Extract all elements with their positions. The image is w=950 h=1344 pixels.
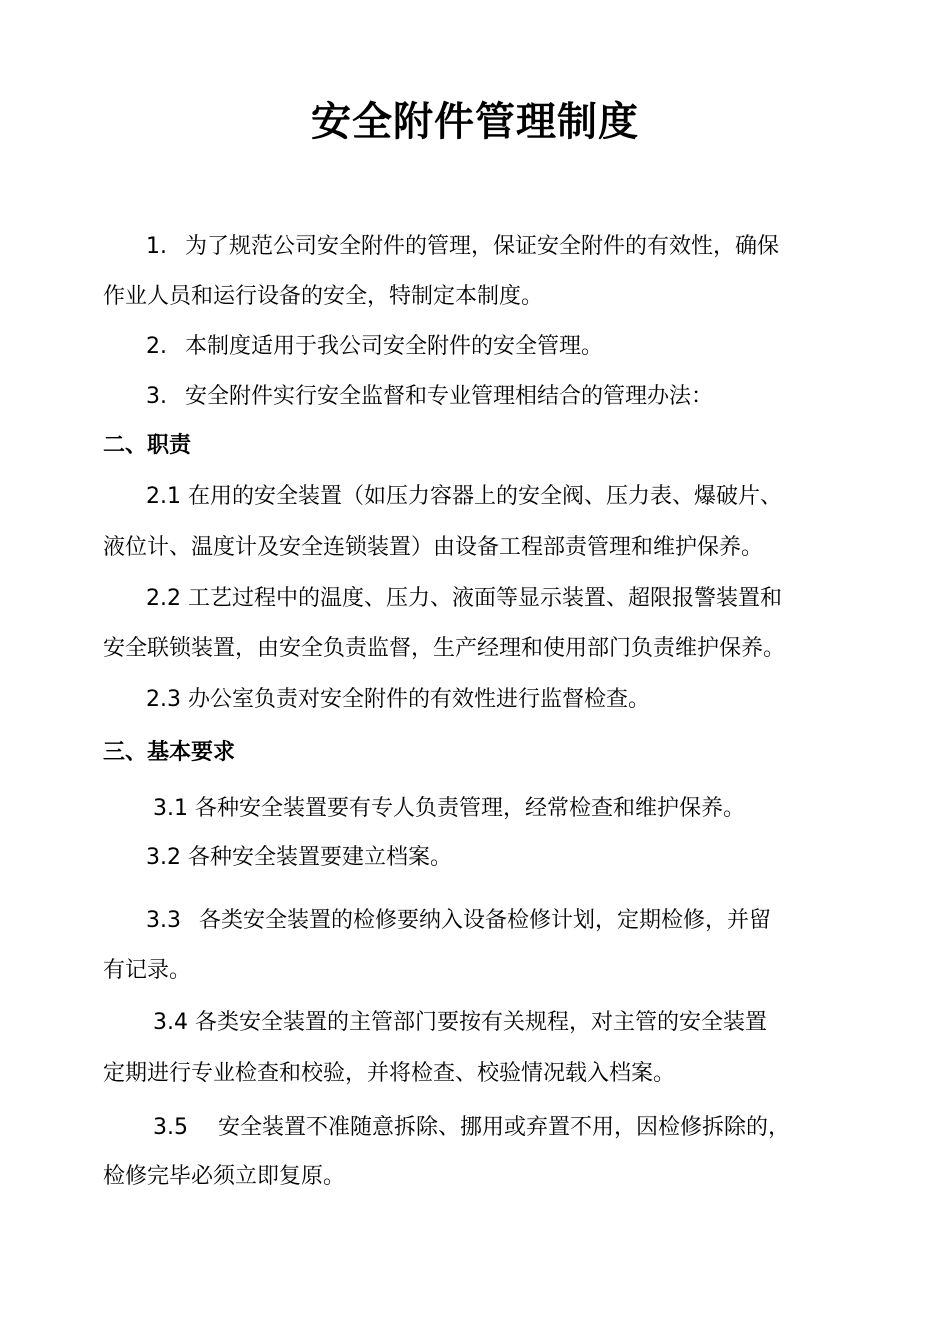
item-1-line-1 [146,232,779,262]
section-3-1-line: 3.1 各种安全装置要有专人负责管理，经常检查和维护保养。 [153,796,745,821]
item-3-number: 3. [146,384,167,409]
section-2-1-line-2: 液位计、温度计及安全连锁装置）由设备工程部责管理和维护保养。 [103,535,764,560]
item-2-number: 2. [146,334,167,359]
section-3-5-line-1 [153,1113,790,1143]
section-2-heading: 二、职责 [103,433,192,458]
item-3-line [146,382,713,412]
section-3-4-line-1: 3.4 各类安全装置的主管部门要按有关规程，对主管的安全装置 [153,1010,767,1035]
section-3-4-line-2: 定期进行专业检查和校验，并将检查、校验情况载入档案。 [103,1061,676,1086]
section-2-2-line-2: 安全联锁装置，由安全负责监督，生产经理和使用部门负责维护保养。 [103,636,786,661]
section-3-3-line-1 [146,906,771,936]
item-1-line-2: 作业人员和运行设备的安全，特制定本制度。 [103,284,544,309]
section-2-3-line-1: 2.3 办公室负责对安全附件的有效性进行监督检查。 [146,687,650,712]
item-3-text: 安全附件实行安全监督和专业管理相结合的管理办法： [185,384,714,409]
section-3-5-text-1: 安全装置不准随意拆除、挪用或弃置不用，因检修拆除的， [218,1115,791,1140]
section-3-5-line-2: 检修完毕必须立即复原。 [103,1164,346,1189]
section-3-5-number: 3.5 [153,1115,188,1140]
section-2-1-line-1: 2.1 在用的安全装置（如压力容器上的安全阀、压力表、爆破片、 [146,484,782,509]
section-3-3-line-2: 有记录。 [103,958,192,983]
section-2-2-line-1: 2.2 工艺过程中的温度、压力、液面等显示装置、超限报警装置和 [146,586,782,611]
section-3-3-number: 3.3 [146,908,181,933]
section-3-3-text-1: 各类安全装置的检修要纳入设备检修计划，定期检修，并留 [199,908,772,933]
item-1-number: 1. [146,234,167,259]
item-1-text-1: 为了规范公司安全附件的管理，保证安全附件的有效性，确保 [185,234,780,259]
section-3-heading: 三、基本要求 [103,740,236,765]
section-3-2-line: 3.2 各种安全装置要建立档案。 [146,845,452,870]
item-2-text: 本制度适用于我公司安全附件的安全管理。 [185,334,604,359]
item-2-line [146,332,603,362]
document-title: 安全附件管理制度 [311,99,639,145]
